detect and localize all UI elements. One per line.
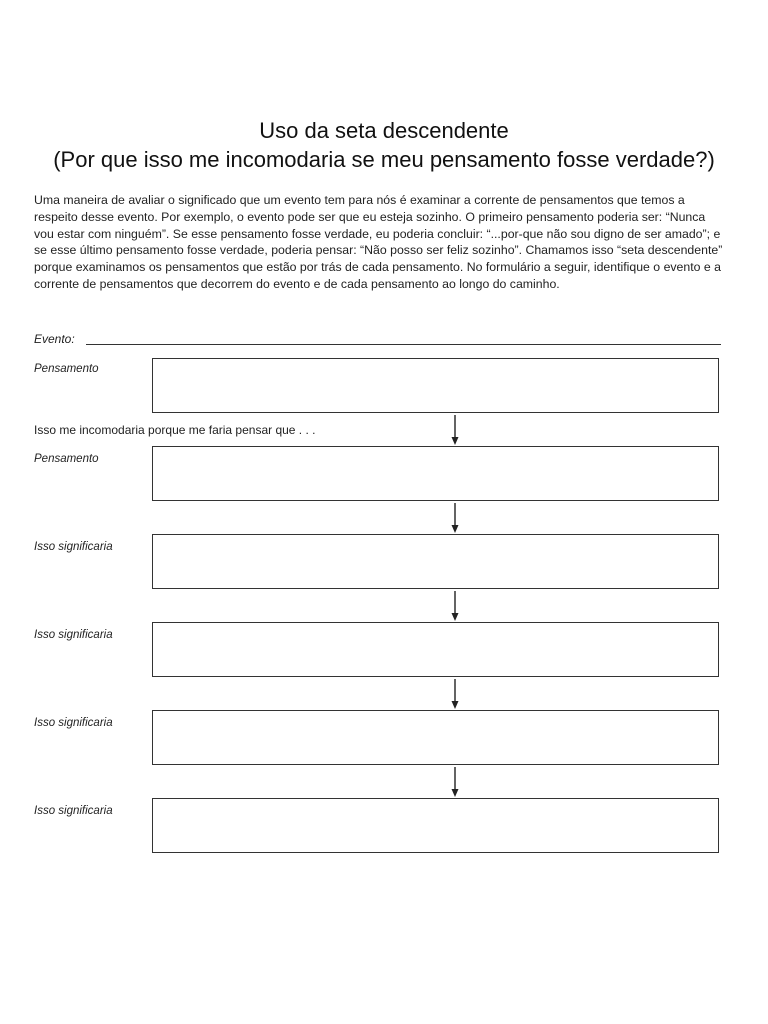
meaning-box-4[interactable] bbox=[152, 798, 719, 853]
row-label-meaning-2: Isso significaria bbox=[34, 629, 113, 641]
arrow-down-icon bbox=[450, 767, 460, 798]
row-label-meaning-3: Isso significaria bbox=[34, 717, 113, 729]
row-label-meaning-4: Isso significaria bbox=[34, 805, 113, 817]
page-title: Uso da seta descendente bbox=[259, 118, 509, 143]
intro-paragraph: Uma maneira de avaliar o significado que um evento tem para nós é examinar a corrente de pensamentos que temos a respeito desse evento. Por exemplo, o evento pode ser que eu esteja sozinho. O primeiro pensamento poderia ser: “Nunca vou estar com ninguém”. Se esse pensamento fosse verdade, eu poderia concluir: “...por-que não sou digno de ser amado”; e se esse último pensamento fosse verdade, poderia pensar: “Não posso ser feliz sozinho”. Chamamos isso “seta descendente” porque examinamos os pensamentos que estão por trás de cada pensamento. No formulário a seguir, identifique o evento e a corrente de pensamentos que decorrem do evento e de cada pensamento ao longo do caminho. bbox=[34, 193, 723, 291]
arrow-down-icon bbox=[450, 415, 460, 446]
meaning-box-3[interactable] bbox=[152, 710, 719, 765]
meaning-box-2[interactable] bbox=[152, 622, 719, 677]
arrow-down-icon bbox=[450, 591, 460, 622]
row-label-thought-1: Pensamento bbox=[34, 363, 99, 375]
row-label-meaning-1: Isso significaria bbox=[34, 541, 113, 553]
meaning-box-1[interactable] bbox=[152, 534, 719, 589]
event-label: Evento: bbox=[34, 332, 75, 346]
arrow-down-icon bbox=[450, 503, 460, 534]
thought-box-2[interactable] bbox=[152, 446, 719, 501]
connector-text: Isso me incomodaria porque me faria pensar que . . . bbox=[34, 423, 316, 437]
row-label-thought-2: Pensamento bbox=[34, 453, 99, 465]
page-subtitle: (Por que isso me incomodaria se meu pensamento fosse verdade?) bbox=[53, 147, 715, 172]
thought-box-1[interactable] bbox=[152, 358, 719, 413]
arrow-down-icon bbox=[450, 679, 460, 710]
event-input-line[interactable] bbox=[86, 344, 721, 345]
